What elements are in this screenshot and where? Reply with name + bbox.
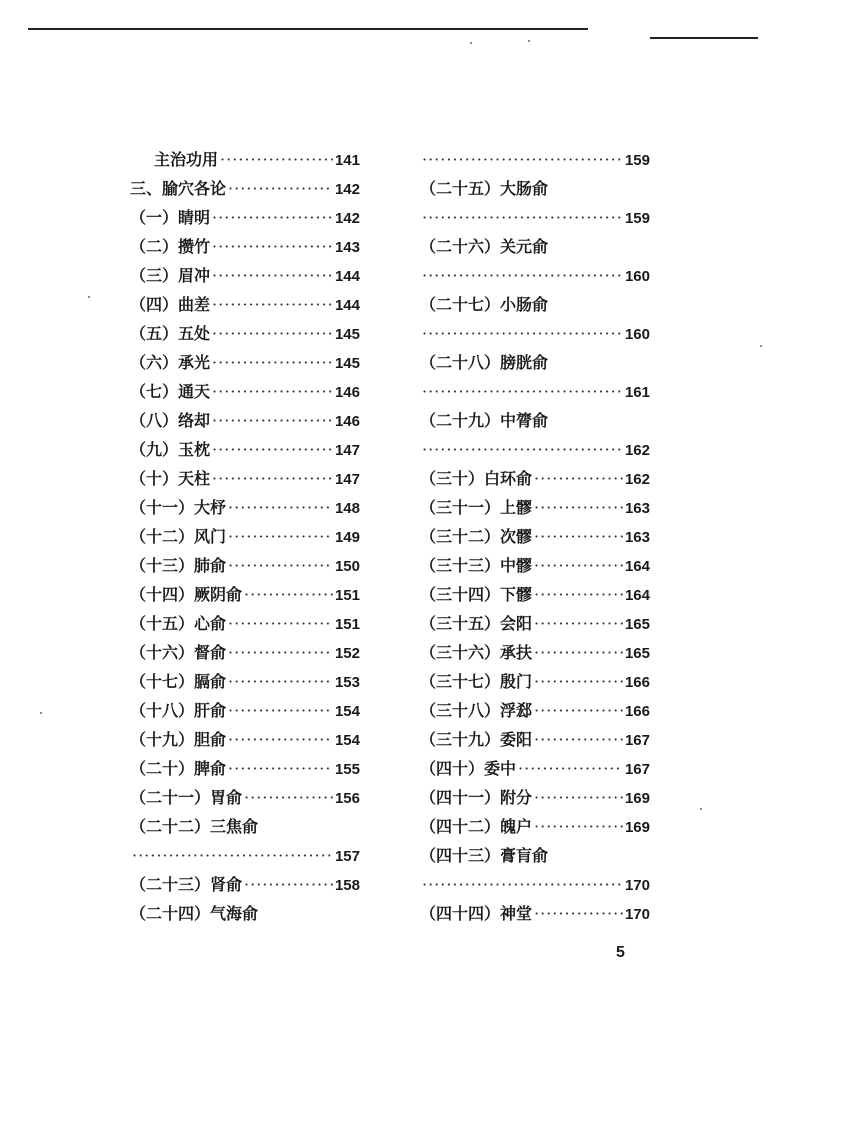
toc-entry-title: （三十八）浮郄: [420, 701, 533, 720]
toc-entry: [130, 725, 360, 754]
dot-leader: [228, 696, 333, 725]
top-rule-right: [650, 37, 758, 39]
toc-entry-page: 161: [624, 384, 650, 401]
toc-entry-title: （十二）风门: [130, 527, 227, 546]
toc-entry-title: （七）通天: [130, 382, 211, 401]
toc-entry-page: 155: [334, 761, 360, 778]
dot-leader: [534, 464, 623, 493]
top-rule-left: [28, 28, 588, 30]
dot-leader: [422, 870, 623, 899]
toc-entry-title: 三、腧穴各论: [130, 179, 227, 198]
toc-entry-title: （三十三）中髎: [420, 556, 533, 575]
toc-entry-title: （二十二）三焦俞: [130, 817, 259, 836]
toc-entry-title: （二十七）小肠俞: [420, 295, 549, 314]
toc-entry-title: （十九）胆俞: [130, 730, 227, 749]
toc-entry-title: （十八）肝俞: [130, 701, 227, 720]
toc-entry-title: （二十五）大肠俞: [420, 179, 549, 198]
dot-leader: [228, 493, 333, 522]
toc-entry-title: （三十）白环俞: [420, 469, 533, 488]
toc-entry-page: 163: [624, 500, 650, 517]
toc-entry: [420, 522, 650, 551]
dot-leader: [534, 899, 623, 928]
toc-entry: [420, 696, 650, 725]
toc-entry: [130, 203, 360, 232]
dot-leader: [212, 232, 333, 261]
toc-entry-title: （五）五处: [130, 324, 211, 343]
toc-entry: [130, 783, 360, 812]
dot-leader: [228, 522, 333, 551]
toc-entry: [130, 580, 360, 609]
toc-entry-page: 142: [334, 181, 360, 198]
toc-entry: [420, 319, 650, 348]
toc-entry-title: （一）睛明: [130, 208, 211, 227]
toc-entry-title: （四十三）膏肓俞: [420, 846, 549, 865]
toc-entry-page: 160: [624, 268, 650, 285]
toc-entry: [130, 638, 360, 667]
toc-entry: [130, 261, 360, 290]
toc-entry-page: 165: [624, 645, 650, 662]
toc-entry: [420, 348, 650, 377]
dot-leader: [534, 638, 623, 667]
toc-entry: [420, 812, 650, 841]
dot-leader: [534, 493, 623, 522]
toc-entry: [130, 812, 360, 841]
toc-entry: [130, 464, 360, 493]
dot-leader: [534, 580, 623, 609]
toc-entry-page: 151: [334, 616, 360, 633]
dot-leader: [244, 870, 333, 899]
toc-entry-title: （十三）肺俞: [130, 556, 227, 575]
toc-entry-title: （十五）心俞: [130, 614, 227, 633]
toc-entry-title: （三十四）下髎: [420, 585, 533, 604]
toc-entry-page: 148: [334, 500, 360, 517]
toc-entry-title: （二十一）胃俞: [130, 788, 243, 807]
toc-entry-title: （二）攒竹: [130, 237, 211, 256]
toc-entry-page: 166: [624, 703, 650, 720]
toc-entry-page: 164: [624, 558, 650, 575]
toc-entry: [130, 899, 360, 928]
toc-entry-page: 170: [624, 877, 650, 894]
toc-entry: [420, 377, 650, 406]
toc-entry-title: （四十）委中: [420, 759, 517, 778]
toc-entry-page: 162: [624, 442, 650, 459]
toc-entry: [130, 377, 360, 406]
dot-leader: [534, 551, 623, 580]
toc-entry-page: 157: [334, 848, 360, 865]
toc-entry-title: （四十一）附分: [420, 788, 533, 807]
toc-entry: [420, 783, 650, 812]
toc-entry-page: 147: [334, 442, 360, 459]
toc-entry-title: （九）玉枕: [130, 440, 211, 459]
toc-entry-title: （三十二）次髎: [420, 527, 533, 546]
toc-entry-title: （二十）脾俞: [130, 759, 227, 778]
toc-entry-title: （二十三）肾俞: [130, 875, 243, 894]
toc-entry: [420, 232, 650, 261]
dot-leader: [534, 812, 623, 841]
toc-entry-title: （十一）大杼: [130, 498, 227, 517]
dot-leader: [212, 464, 333, 493]
toc-entry: [420, 406, 650, 435]
toc-entry-title: （三十一）上髎: [420, 498, 533, 517]
toc-entry-title: （八）络却: [130, 411, 211, 430]
dot-leader: [212, 290, 333, 319]
toc-entry-page: 167: [624, 732, 650, 749]
dot-leader: [534, 522, 623, 551]
toc-entry: [130, 667, 360, 696]
dot-leader: [228, 754, 333, 783]
dot-leader: [422, 203, 623, 232]
dot-leader: [228, 725, 333, 754]
dot-leader: [518, 754, 623, 783]
toc-entry: [130, 174, 360, 203]
dot-leader: [422, 261, 623, 290]
toc-entry-page: 143: [334, 239, 360, 256]
toc-entry-page: 147: [334, 471, 360, 488]
toc-entry: [130, 551, 360, 580]
toc-entry: [130, 435, 360, 464]
toc-entry: [420, 551, 650, 580]
toc-entry: [130, 319, 360, 348]
dot-leader: [228, 609, 333, 638]
dot-leader: [228, 174, 333, 203]
toc-entry-title: （三十五）会阳: [420, 614, 533, 633]
toc-entry-title: （四十二）魄户: [420, 817, 533, 836]
toc-entry-title: （二十四）气海俞: [130, 904, 259, 923]
toc-entry-page: 159: [624, 152, 650, 169]
dot-leader: [228, 638, 333, 667]
dot-leader: [212, 406, 333, 435]
dot-leader: [212, 435, 333, 464]
toc-entry: [420, 725, 650, 754]
toc-entry-page: 164: [624, 587, 650, 604]
dot-leader: [228, 667, 333, 696]
toc-entry-page: 156: [334, 790, 360, 807]
dot-leader: [534, 725, 623, 754]
toc-entry: [420, 667, 650, 696]
toc-entry: [130, 870, 360, 899]
toc-entry: [420, 493, 650, 522]
page-number: 5: [616, 944, 625, 961]
toc-entry: [420, 841, 650, 870]
toc-entry-page: 144: [334, 297, 360, 314]
toc-entry-page: 162: [624, 471, 650, 488]
toc-entry-title: （十）天柱: [130, 469, 211, 488]
toc-entry: [420, 174, 650, 203]
toc-entry: [420, 435, 650, 464]
toc-entry-page: 154: [334, 703, 360, 720]
toc-entry-page: 151: [334, 587, 360, 604]
dot-leader: [212, 377, 333, 406]
toc-entry-page: 160: [624, 326, 650, 343]
dot-leader: [212, 203, 333, 232]
dot-leader: [422, 435, 623, 464]
dot-leader: [534, 667, 623, 696]
dot-leader: [422, 377, 623, 406]
dot-leader: [244, 783, 333, 812]
dot-leader: [534, 696, 623, 725]
toc-entry: [420, 290, 650, 319]
toc-entry: [420, 580, 650, 609]
toc-entry-page: 169: [624, 790, 650, 807]
toc-entry-page: 146: [334, 413, 360, 430]
toc-entry: [420, 870, 650, 899]
dot-leader: [132, 841, 333, 870]
dot-leader: [534, 609, 623, 638]
toc-entry-page: 153: [334, 674, 360, 691]
toc-entry-page: 154: [334, 732, 360, 749]
toc-entry: [130, 609, 360, 638]
toc-entry-title: （三十九）委阳: [420, 730, 533, 749]
toc-entry: [420, 261, 650, 290]
toc-entry-title: （三十六）承扶: [420, 643, 533, 662]
toc-entry-page: 169: [624, 819, 650, 836]
toc-entry-title: （四）曲差: [130, 295, 211, 314]
toc-entry: [420, 203, 650, 232]
toc-entry-title: （二十八）膀胱俞: [420, 353, 549, 372]
toc-entry-page: 145: [334, 355, 360, 372]
toc-entry-page: 141: [334, 152, 360, 169]
dot-leader: [212, 319, 333, 348]
toc-entry: [130, 522, 360, 551]
toc-entry-page: 142: [334, 210, 360, 227]
toc-entry: [130, 145, 360, 174]
toc-entry-title: （十六）督俞: [130, 643, 227, 662]
toc-entry: [420, 638, 650, 667]
toc-entry-page: 146: [334, 384, 360, 401]
toc-entry: [130, 290, 360, 319]
toc-entry-title: （三十七）殷门: [420, 672, 533, 691]
toc-entry: [130, 232, 360, 261]
toc-right-column: [420, 145, 650, 928]
dot-leader: [422, 145, 623, 174]
toc-entry-page: 165: [624, 616, 650, 633]
toc-entry-title: （十七）膈俞: [130, 672, 227, 691]
toc-entry-page: 167: [624, 761, 650, 778]
toc-entry-page: 166: [624, 674, 650, 691]
toc-entry: [420, 899, 650, 928]
toc-entry-title: （四十四）神堂: [420, 904, 533, 923]
dot-leader: [244, 580, 333, 609]
toc-entry: [420, 754, 650, 783]
toc-entry-page: 170: [624, 906, 650, 923]
toc-entry: [130, 754, 360, 783]
toc-entry-page: 159: [624, 210, 650, 227]
toc-entry-page: 163: [624, 529, 650, 546]
toc-entry: [130, 696, 360, 725]
toc-entry: [420, 145, 650, 174]
toc-left-column: [130, 145, 360, 928]
dot-leader: [422, 319, 623, 348]
toc-entry-page: 149: [334, 529, 360, 546]
toc-entry: [130, 406, 360, 435]
dot-leader: [220, 145, 333, 174]
toc-entry-title: （二十九）中膂俞: [420, 411, 549, 430]
toc-entry-title: （三）眉冲: [130, 266, 211, 285]
toc-entry: [130, 493, 360, 522]
toc-entry-page: 158: [334, 877, 360, 894]
toc-entry: [420, 464, 650, 493]
toc-entry: [130, 841, 360, 870]
toc-entry-title: （十四）厥阴俞: [130, 585, 243, 604]
toc-entry-page: 145: [334, 326, 360, 343]
toc-entry: [420, 609, 650, 638]
toc-entry: [130, 348, 360, 377]
dot-leader: [228, 551, 333, 580]
toc-entry-title: （二十六）关元俞: [420, 237, 549, 256]
dot-leader: [534, 783, 623, 812]
toc-entry-page: 152: [334, 645, 360, 662]
dot-leader: [212, 261, 333, 290]
toc-entry-title: 主治功用: [154, 150, 219, 169]
toc-entry-title: （六）承光: [130, 353, 211, 372]
toc-entry-page: 144: [334, 268, 360, 285]
dot-leader: [212, 348, 333, 377]
toc-entry-page: 150: [334, 558, 360, 575]
